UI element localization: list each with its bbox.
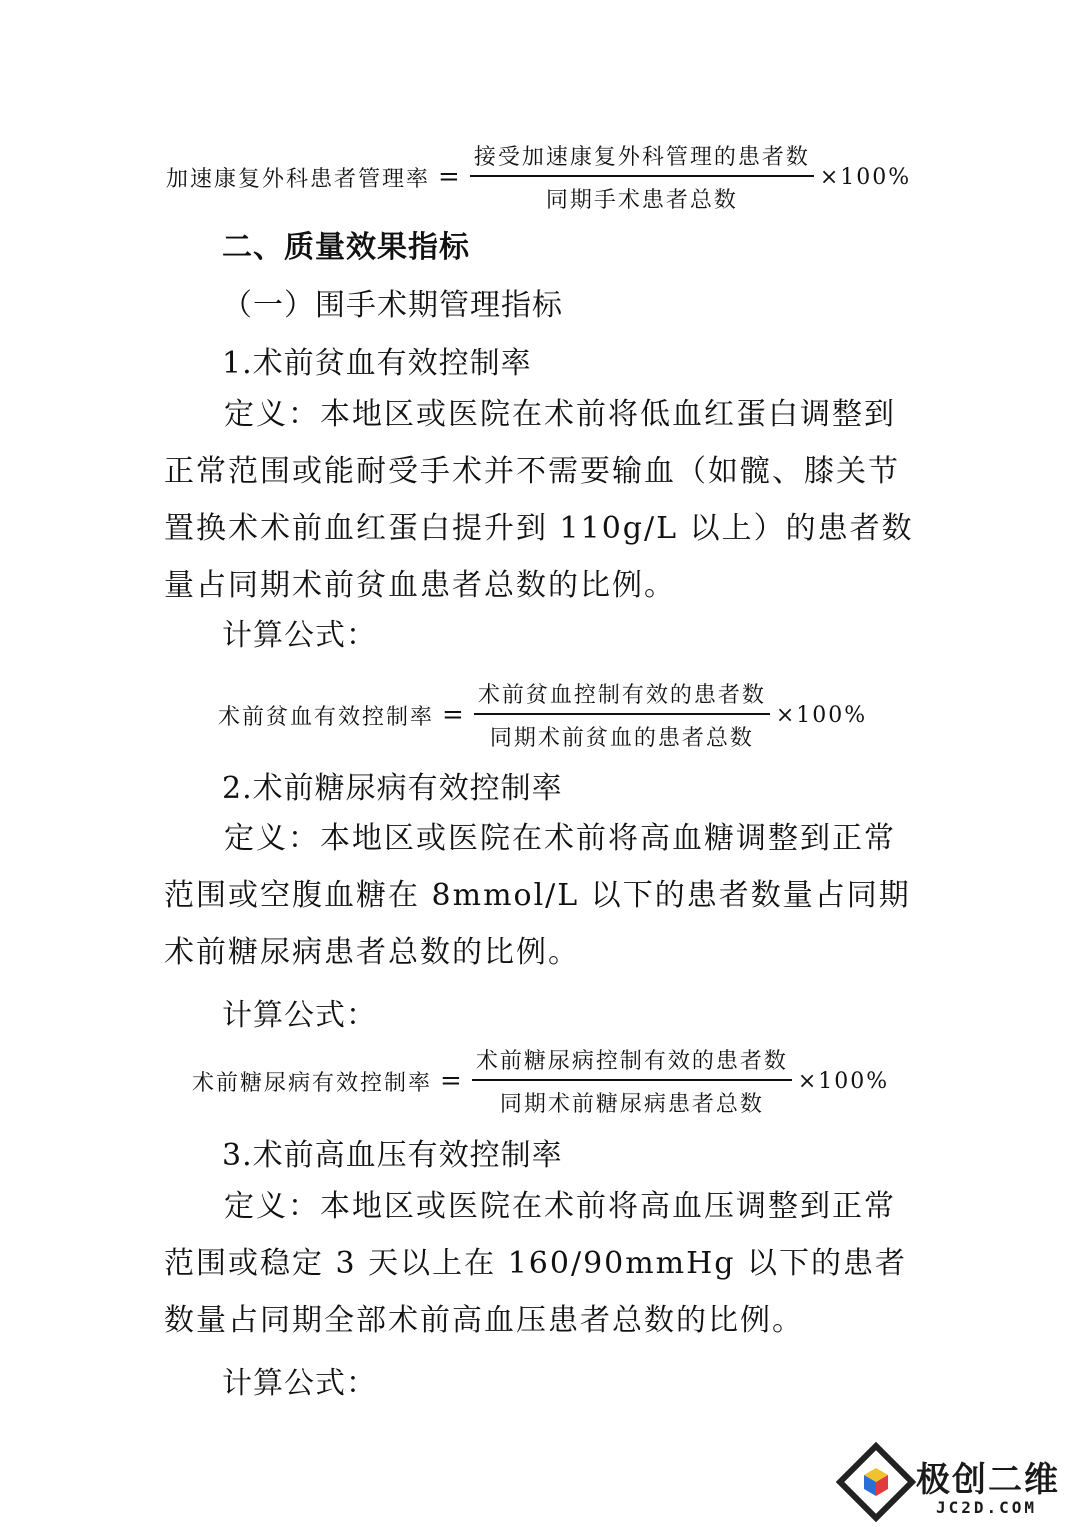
watermark-text: 极创二维	[916, 1460, 1060, 1500]
item-title: 1.术前贫血有效控制率	[222, 346, 532, 381]
multiplier: ×100%	[775, 702, 868, 728]
fraction-denominator: 同期手术患者总数	[545, 188, 738, 213]
item-definition: 定义：本地区或医院在术前将高血糖调整到正常范围或空腹血糖在 8mmol/L 以下的患者数量占同期术前糖尿病患者总数的比例。	[164, 821, 911, 970]
multiplier: ×100%	[797, 1068, 890, 1094]
formula-anemia-control-rate	[218, 678, 867, 752]
watermark-subtext: JC2D.COM	[936, 1498, 1038, 1517]
fraction-denominator: 同期术前贫血的患者总数	[489, 726, 754, 751]
fraction	[472, 1044, 792, 1118]
item-definition: 定义：本地区或医院在术前将高血压调整到正常范围或稳定 3 天以上在 160/90mmHg 以下的患者数量占同期全部术前高血压患者总数的比例。	[164, 1189, 908, 1338]
equals-sign: =	[440, 1066, 464, 1096]
calc-label: 计算公式：	[222, 998, 377, 1033]
calc-label: 计算公式：	[222, 1366, 377, 1401]
subsection-heading: （一）围手术期管理指标	[222, 288, 563, 323]
fraction-numerator: 术前糖尿病控制有效的患者数	[475, 1049, 788, 1074]
equals-sign: =	[438, 162, 462, 192]
item-definition: 定义：本地区或医院在术前将低血红蛋白调整到正常范围或能耐受手术并不需要输血（如髋、膝关节置换术术前血红蛋白提升到 110g/L 以上）的患者数量占同期术前贫血患者总数的比例。	[164, 397, 914, 603]
fraction-numerator: 接受加速康复外科管理的患者数	[473, 145, 810, 170]
equals-sign: =	[442, 700, 466, 730]
item-title: 3.术前高血压有效控制率	[222, 1138, 563, 1173]
fraction	[474, 678, 770, 752]
multiplier: ×100%	[819, 164, 912, 190]
calc-label: 计算公式：	[222, 618, 377, 653]
item-title: 2.术前糖尿病有效控制率	[222, 771, 563, 806]
fraction-denominator: 同期术前糖尿病患者总数	[499, 1092, 764, 1117]
formula-lhs: 术前糖尿病有效控制率	[192, 1070, 433, 1096]
formula-lhs: 加速康复外科患者管理率	[166, 166, 431, 192]
fraction-numerator: 术前贫血控制有效的患者数	[477, 683, 766, 708]
fraction	[470, 140, 814, 214]
formula-lhs: 术前贫血有效控制率	[218, 704, 435, 730]
formula-diabetes-control-rate	[192, 1044, 889, 1118]
section-heading: 二、质量效果指标	[222, 230, 470, 265]
formula-eras-management-rate	[166, 140, 911, 214]
